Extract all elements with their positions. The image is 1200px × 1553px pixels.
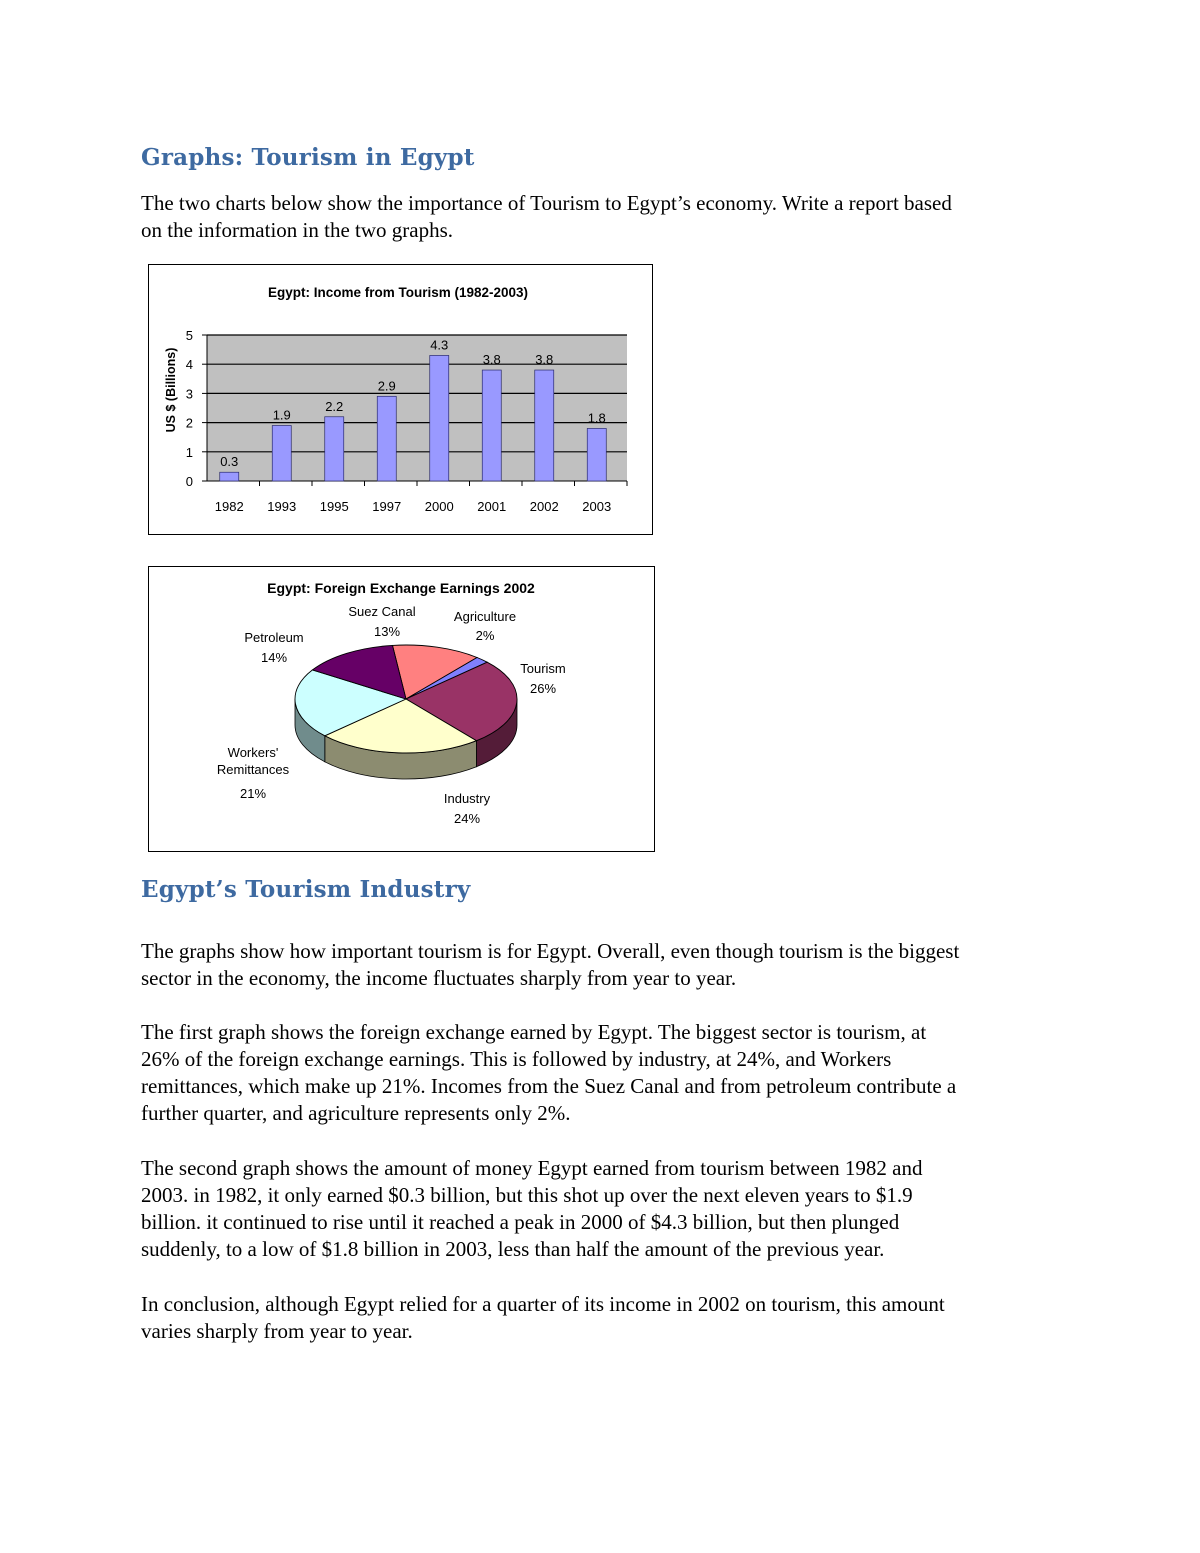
section-title: Egypt’s Tourism Industry xyxy=(141,876,471,903)
intro-line: The two charts below show the importance of Tourism to Egypt’s economy. Write a report based xyxy=(141,191,952,215)
bar xyxy=(272,426,291,481)
earnings-pie-chart xyxy=(148,566,655,852)
pie-chart-canvas xyxy=(149,567,653,850)
pie-chart-title: Egypt: Foreign Exchange Earnings 2002 xyxy=(267,580,535,596)
x-tick-label: 1982 xyxy=(214,499,244,514)
x-tick-label: 1993 xyxy=(267,499,297,514)
x-tick-label: 2000 xyxy=(424,499,454,514)
pie-label-petroleum: Petroleum xyxy=(244,630,304,645)
bar-value-label: 0.3 xyxy=(220,454,239,470)
pie-value-industry: 24% xyxy=(453,811,481,826)
pie-value-suez-canal: 13% xyxy=(373,624,401,639)
x-tick-label: 2003 xyxy=(582,499,612,514)
paragraph-line: In conclusion, although Egypt relied for a quarter of its income in 2002 on tourism, this amount xyxy=(141,1292,945,1316)
y-tick-label: 2 xyxy=(185,415,193,431)
paragraph-line: suddenly, to a low of $1.8 billion in 2003, less than half the amount of the previous year. xyxy=(141,1237,885,1261)
intro-line: on the information in the two graphs. xyxy=(141,218,454,242)
paragraph-line: further quarter, and agriculture represents only 2%. xyxy=(141,1101,571,1125)
body-paragraph xyxy=(141,1019,1071,1127)
body-paragraph xyxy=(141,1291,1071,1345)
pie-label-tourism: Tourism xyxy=(520,661,566,676)
bar xyxy=(325,417,344,481)
pie-value-petroleum: 14% xyxy=(260,650,288,665)
y-tick-label: 0 xyxy=(185,474,193,489)
bar-value-label: 3.8 xyxy=(482,352,501,368)
pie-label-agriculture: Agriculture xyxy=(453,609,517,624)
bar xyxy=(482,370,501,481)
paragraph-line: sector in the economy, the income fluctuates sharply from year to year. xyxy=(141,966,737,990)
plot-background xyxy=(207,335,627,481)
bar xyxy=(377,396,396,481)
bar-plot-area xyxy=(186,328,627,514)
intro-paragraph xyxy=(141,190,1071,244)
x-tick-label: 2001 xyxy=(477,499,507,514)
pie-plot-area xyxy=(295,645,517,779)
page-title: Graphs: Tourism in Egypt xyxy=(141,144,475,171)
pie-value-agriculture: 2% xyxy=(475,628,495,643)
bar-value-label: 1.8 xyxy=(587,410,606,426)
income-bar-chart xyxy=(148,264,653,535)
bar-value-label: 4.3 xyxy=(430,337,449,353)
paragraph-line: varies sharply from year to year. xyxy=(141,1319,413,1343)
bar-value-label: 2.9 xyxy=(377,378,396,394)
body-paragraph xyxy=(141,938,1071,992)
pie-value-tourism: 26% xyxy=(529,681,557,696)
x-tick-label: 1997 xyxy=(372,499,402,514)
x-tick-label: 2002 xyxy=(529,499,559,514)
y-tick-label: 3 xyxy=(185,386,193,402)
bar xyxy=(220,472,239,481)
paragraph-line: The first graph shows the foreign exchange earned by Egypt. The biggest sector is tourism, at xyxy=(141,1020,927,1044)
pie-label-suez-canal: Suez Canal xyxy=(348,604,416,619)
bar xyxy=(535,370,554,481)
bar xyxy=(587,428,606,481)
pie-value-workers-remittances: 21% xyxy=(239,786,267,801)
bar-chart-ylabel: US $ (Billions) xyxy=(164,347,178,433)
bar-chart-title: Egypt: Income from Tourism (1982-2003) xyxy=(267,285,529,300)
paragraph-line: billion. it continued to rise until it reached a peak in 2000 of $4.3 billion, but then plunged xyxy=(141,1210,900,1234)
paragraph-line: The graphs show how important tourism is for Egypt. Overall, even though tourism is the biggest xyxy=(141,939,960,963)
pie-label-industry: Industry xyxy=(443,791,491,806)
bar-value-label: 3.8 xyxy=(535,352,554,368)
bar-chart-canvas xyxy=(149,265,651,533)
bar-value-label: 1.9 xyxy=(272,407,291,423)
paragraph-line: 2003. in 1982, it only earned $0.3 billion, but this shot up over the next eleven years to $1.9 xyxy=(141,1183,913,1207)
pie-label-workers-remittances: Workers' Remittances xyxy=(216,745,290,777)
paragraph-line: 26% of the foreign exchange earnings. This is followed by industry, at 24%, and Workers xyxy=(141,1047,892,1071)
bar xyxy=(430,355,449,481)
y-tick-label: 1 xyxy=(185,444,193,460)
body-paragraph xyxy=(141,1155,1071,1263)
y-tick-label: 4 xyxy=(185,357,193,373)
paragraph-line: The second graph shows the amount of money Egypt earned from tourism between 1982 and xyxy=(141,1156,923,1180)
bar-value-label: 2.2 xyxy=(325,398,344,414)
x-tick-label: 1995 xyxy=(319,499,349,514)
paragraph-line: remittances, which make up 21%. Incomes from the Suez Canal and from petroleum contribute a xyxy=(141,1074,957,1098)
y-tick-label: 5 xyxy=(185,328,193,343)
